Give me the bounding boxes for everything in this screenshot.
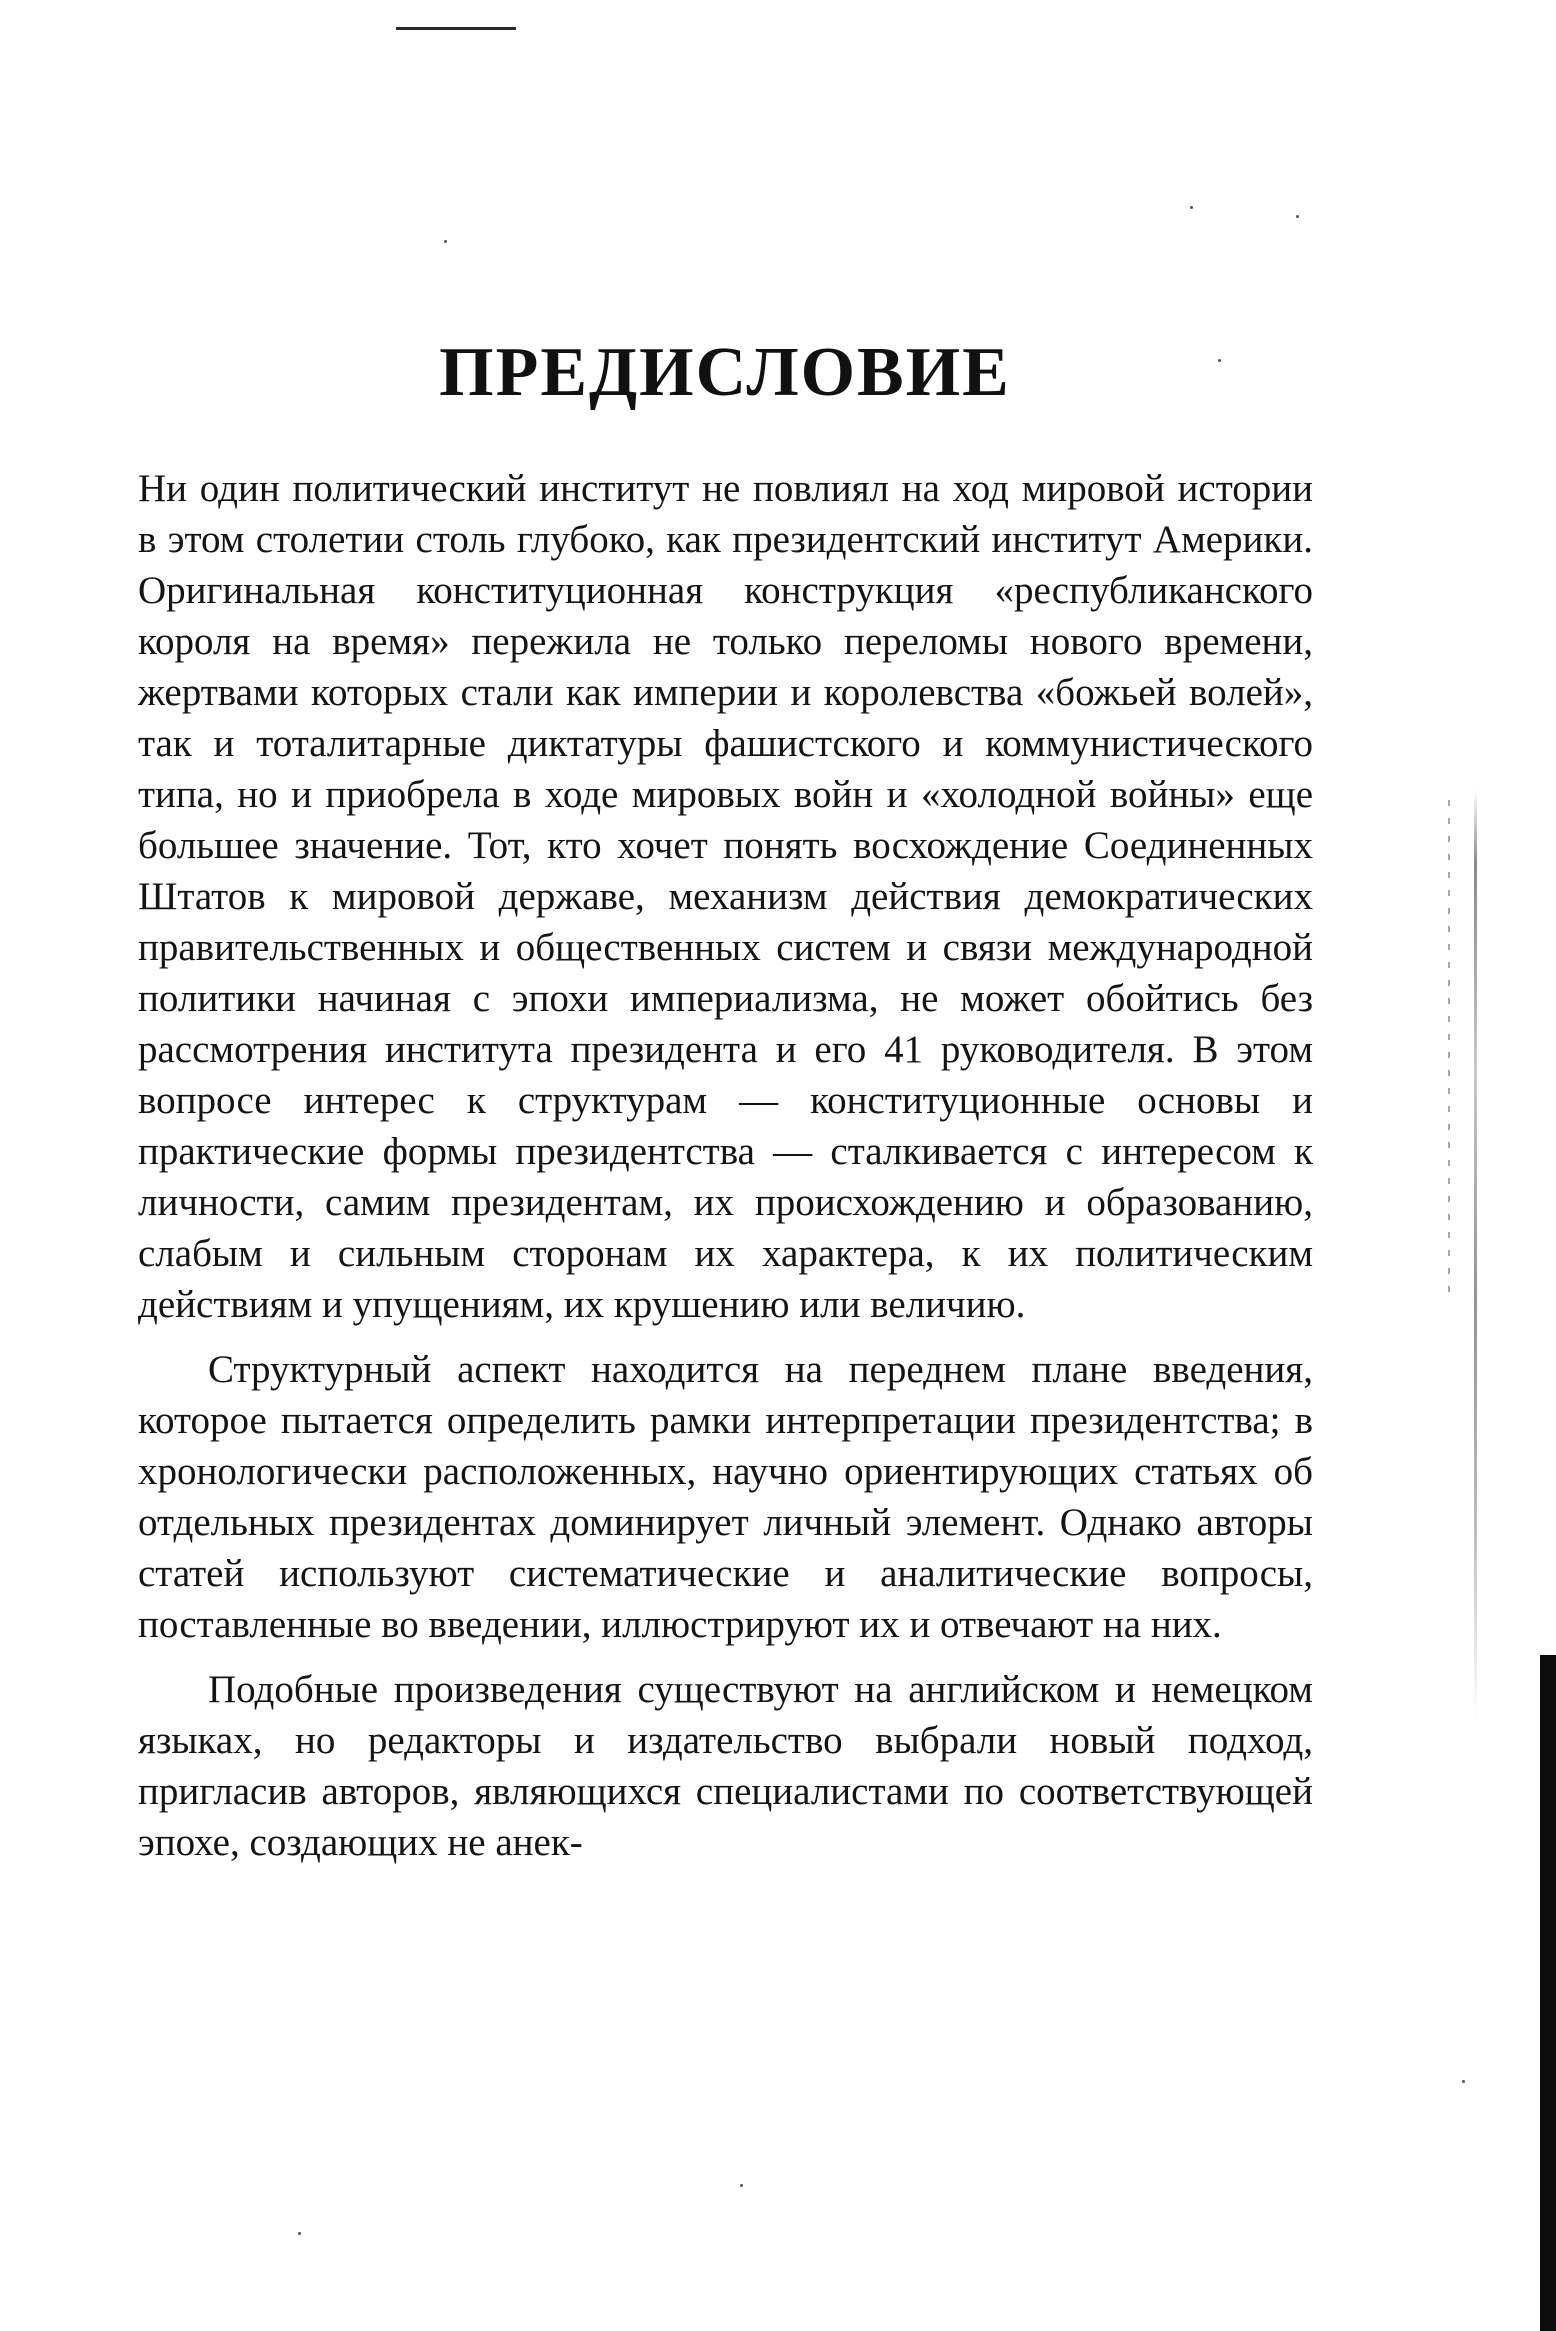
paragraph-2: Структурный аспект находится на переднем плане введения, которое пытается определить рамки интерпретации президентства; в хронологически расположенных, научно ориентирующих статьях об отдельных президентах доминирует личный элемент. Однако авторы статей используют систематические и аналитические вопросы, поставленные во введении, иллюстрируют их и отвечают на них. [138,1348,1313,1646]
scan-speck [740,2184,743,2187]
scan-edge-artifact-dotted [1448,800,1450,1300]
scan-speck [1190,206,1193,209]
scan-speck [444,240,447,243]
scan-edge-artifact [1474,790,1477,1720]
page-title: ПРЕДИСЛОВИЕ [439,334,1011,411]
scan-speck [1218,359,1221,362]
scan-speck [1462,2080,1465,2083]
top-rule [396,27,516,30]
body-text [138,463,1313,1868]
scan-speck [298,2232,301,2235]
scan-speck [1296,215,1299,218]
paragraph-1: Ни один политический институт не повлиял на ход мировой истории в этом столетии столь глубоко, как президентский институт Америки. Оригинальная конституционная конструкция «республиканского короля на время» пережила не только переломы нового времени, жертвами которых стали как империи и королевства «божьей волей», так и тоталитарные диктатуры фашистского и коммунистического типа, но и приобрела в ходе мировых войн и «холодной войны» еще большее значение. Тот, кто хочет понять восхождение Соединенных Штатов к мировой державе, механизм действия демократических правительственных и общественных систем и связи международной политики начиная с эпохи империализма, не может обойтись без рассмотрения института президента и его 41 руководителя. В этом вопросе интерес к структурам — конституционные основы и практические формы президентства — сталкивается с интересом к личности, самим президентам, их происхождению и образованию, слабым и сильным сторонам их характера, к их политическим действиям и упущениям, их крушению или величию. [138,467,1313,1326]
binding-shadow [1540,1655,1556,2331]
paragraph-3: Подобные произведения существуют на английском и немецком языках, но редакторы и издательство выбрали новый подход, пригласив авторов, являющихся специалистами по соответствующей эпохе, создающих не анек- [138,1668,1313,1864]
